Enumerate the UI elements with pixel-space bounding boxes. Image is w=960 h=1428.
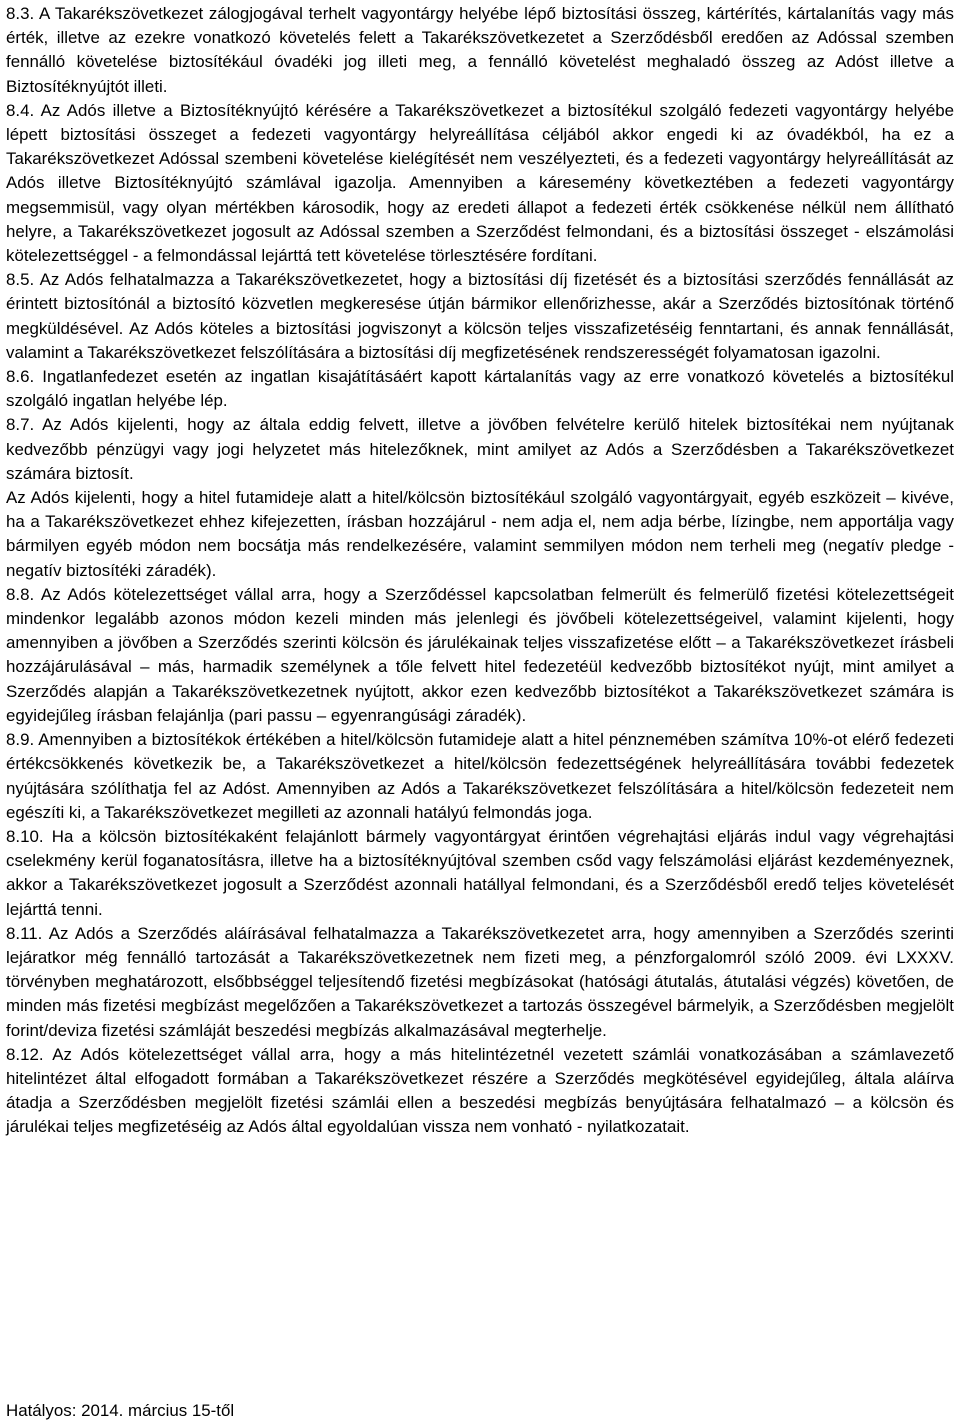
paragraph-8-3: 8.3. A Takarékszövetkezet zálogjogával terhelt vagyontárgy helyébe lépő biztosítási összeg, kártérítés, kártalanítás vagy más érték, illetve az ezekre vonatkozó követelés felett a Takarékszövetkezetet a Szerződésből eredően az Adóssal szemben fennálló követelése biztosítékául óvadéki jog illeti meg, a fennálló követelést meghaladó összeg az Adóst illetve a Biztosítéknyújtót illeti.	[6, 4, 954, 96]
paragraph-8-10: 8.10. Ha a kölcsön biztosítékaként felajánlott bármely vagyontárgyat érintően végrehajtási eljárás indul vagy végrehajtási cselekmény kerül foganatosításra, illetve ha a biztosítéknyújtóval szemben csőd vagy felszámolási eljárást kezdeményeznek, akkor a Takarékszövetkezet jogosult a Szerződést azonnali hatállyal felmondani, és a Szerződésből eredő teljes követelését lejárttá tenni.	[6, 826, 954, 919]
paragraph-8-9: 8.9. Amennyiben a biztosítékok értékében a hitel/kölcsön futamideje alatt a hitel pénznemében számítva 10%-ot elérő fedezeti értékcsökkenés következik be, a Takarékszövetkezet a hitel/kölcsön fedezettségének helyreállítására további fedezetek nyújtására szólíthatja fel az Adóst. Amennyiben az Adós a Takarékszövetkezet felszólítására a hitel/kölcsön fedezeteit nem egészíti ki, a Takarékszövetkezet megilleti az azonnali hatályú felmondás joga.	[6, 730, 954, 822]
paragraph-8-8: 8.8. Az Adós kötelezettséget vállal arra, hogy a Szerződéssel kapcsolatban felmerült és felmerülő fizetési kötelezettségeit mindenkor legalább azonos módon kezeli minden más jelenlegi és jövőbeli kötelezettségeivel, valamint kijelenti, hogy amennyiben a jövőben a Szerződés szerinti kölcsön és járulékainak teljes visszafizetése előtt – a Takarékszövetkezet írásbeli hozzájárulásával – más, harmadik személynek a tőle felvett hitel fedezetéül kedvezőbb biztosítékot nyújt, mint amilyet a Szerződés alapján a Takarékszövetkezetnek nyújtott, akkor ezen kedvezőbb biztosítékot a Takarékszövetkezet számára is egyidejűleg írásban felajánlja (pari passu – egyenrangúsági záradék).	[6, 584, 954, 725]
paragraph-8-6: 8.6. Ingatlanfedezet esetén az ingatlan kisajátításáért kapott kártalanítás vagy az erre vonatkozó követelés a biztosítékul szolgáló ingatlan helyébe lép.	[6, 367, 954, 411]
paragraph-8-4: 8.4. Az Adós illetve a Biztosítéknyújtó kérésére a Takarékszövetkezet a biztosítékul szolgáló fedezeti vagyontárgy helyébe lépett biztosítási összeget a fedezeti vagyontárgy helyreállítása céljából akkor engedi ki az óvadékból, ha ez a Takarékszövetkezet Adóssal szembeni követelése kielégítését nem veszélyezteti, és a fedezeti vagyontárgy helyreállítását az Adós illetve Biztosítéknyújtó számlával igazolja. Amennyiben a káresemény következtében a fedezeti vagyontárgy megsemmisül, vagy olyan mértékben károsodik, hogy az eredeti állapot a fedezeti érték csökkenése nélkül nem állítható helyre, a Takarékszövetkezet jogosult az Adóssal szemben a Szerződést felmondani, és a biztosítási összeget - elszámolási kötelezettséggel - a felmondással lejárttá tett követelése törlesztésére fordítani.	[6, 100, 954, 266]
paragraph-8-7-negative-pledge: Az Adós kijelenti, hogy a hitel futamideje alatt a hitel/kölcsön biztosítékául szolgáló vagyontárgyait, egyéb eszközeit – kivéve, ha a Takarékszövetkezet ehhez kifejezetten, írásban hozzájárul - nem adja el, nem adja bérbe, lízingbe, nem apportálja vagy bármilyen egyéb módon nem bocsátja más rendelkezésére, valamint semmilyen módon nem terheli meg (negatív pledge - negatív biztosítéki záradék).	[6, 488, 954, 580]
paragraph-8-11: 8.11. Az Adós a Szerződés aláírásával felhatalmazza a Takarékszövetkezetet arra, hogy amennyiben a Szerződés szerinti lejáratkor még fennálló tartozását a Takarékszövetkezetnek nem fizeti meg, a pénzforgalomról szóló 2009. évi LXXXV. törvényben meghatározott, elsőbbséggel teljesítendő fizetési megbízásokat (hatósági átutalás, átutalási végzés) követően, de minden más fizetési megbízást megelőzően a Takarékszövetkezet a tartozás összegével bármelyik, a Szerződésben megjelölt forint/deviza fizetési számláját beszedési megbízás alkalmazásával megterhelje.	[6, 923, 954, 1040]
paragraph-8-5: 8.5. Az Adós felhatalmazza a Takarékszövetkezetet, hogy a biztosítási díj fizetését és a biztosítási szerződés fennállását az érintett biztosítónál a biztosító közvetlen megkeresése útján bármikor ellenőrizhesse, akár a Szerződés biztosítónak történő megküldésével. Az Adós köteles a biztosítási jogviszonyt a kölcsön teljes visszafizetéséig fenntartani, és annak fennállását, valamint a Takarékszövetkezet felszólítására a biztosítási díj megfizetésének rendszerességét folyamatosan igazolni.	[6, 270, 954, 362]
paragraph-8-7: 8.7. Az Adós kijelenti, hogy az általa eddig felvett, illetve a jövőben felvételre kerülő hitelek biztosítékai nem nyújtanak kedvezőbb pénzügyi vagy jogi helyzetet más hitelezőknek, mint amilyet az Adós a Szerződésben a Takarékszövetkezet számára biztosít.	[6, 415, 954, 483]
effective-date-footer: Hatályos: 2014. március 15-től	[6, 1401, 235, 1420]
paragraph-8-12: 8.12. Az Adós kötelezettséget vállal arra, hogy a más hitelintézetnél vezetett számlái vonatkozásában a számlavezető hitelintézet által elfogadott formában a Takarékszövetkezet részére a Szerződés megkötésével egyidejűleg, általa aláírva átadja a Szerződésben megjelölt fizetési számlái ellen a beszedési megbízás benyújtására felhatalmazó – a kölcsön és járulékai teljes megfizetéséig az Adós által egyoldalúan vissza nem vonható - nyilatkozatait.	[6, 1044, 954, 1137]
